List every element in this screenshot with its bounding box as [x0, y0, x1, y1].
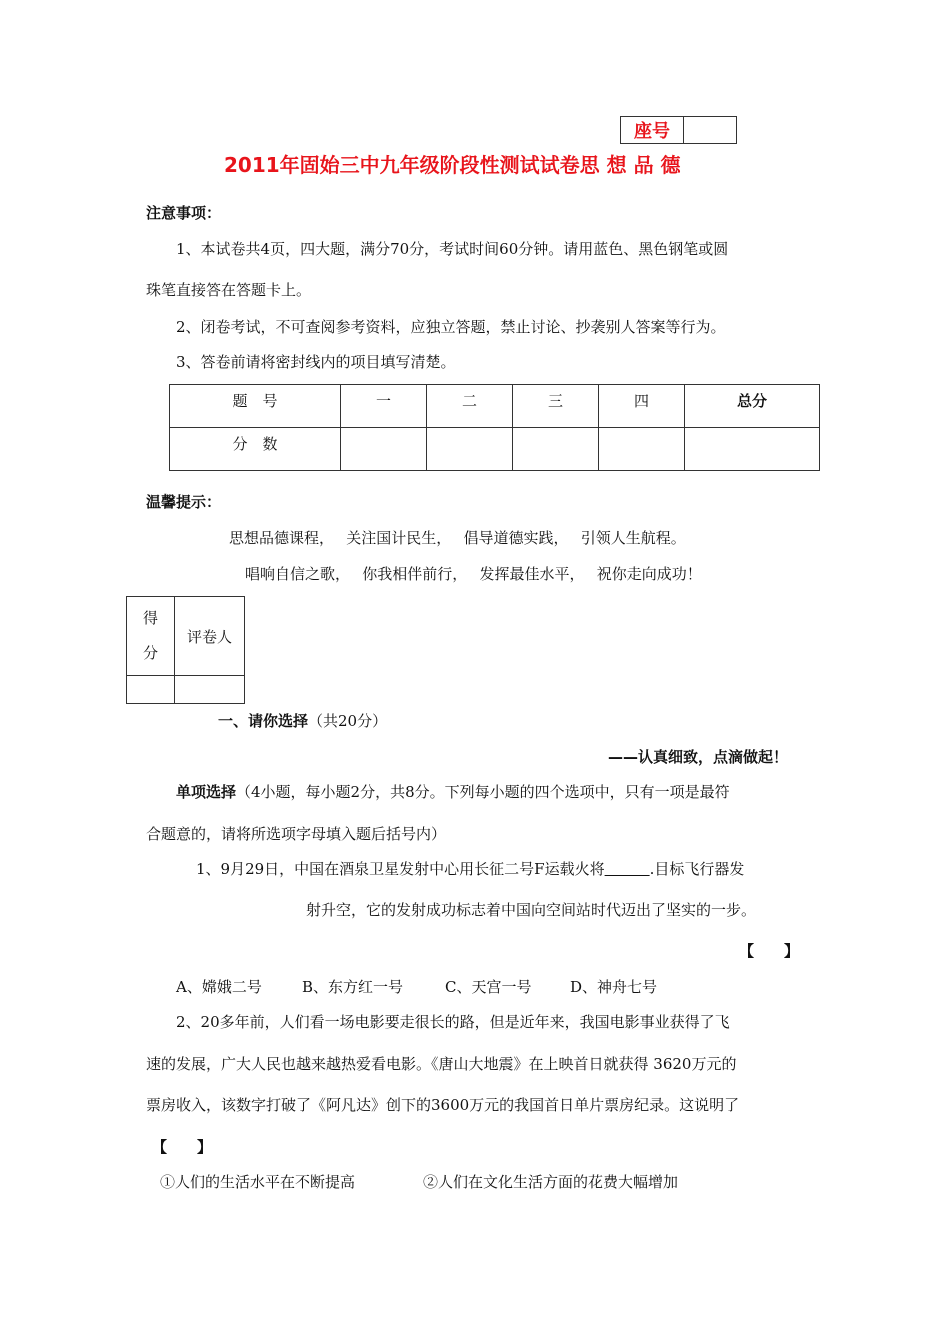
seat-label: 座号	[621, 117, 684, 144]
score-table	[169, 384, 820, 471]
page-title: 2011年固始三中九年级阶段性测试试卷思 想 品 德	[224, 153, 681, 177]
seat-value-field[interactable]	[684, 117, 737, 144]
score-label-cell	[127, 597, 175, 676]
tips-line-2: 唱响自信之歌， 你我相伴前行， 发挥最佳水平， 祝你走向成功！	[245, 565, 702, 583]
score-cell[interactable]	[341, 428, 427, 471]
score-cell[interactable]	[427, 428, 513, 471]
score-cell[interactable]	[599, 428, 685, 471]
score-entry-cell[interactable]	[127, 676, 175, 704]
score-cell[interactable]	[685, 428, 820, 471]
q1-option-d: D、神舟七号	[570, 978, 658, 996]
seat-number-box	[620, 116, 737, 144]
question-2-text-cont-1: 速的发展，广大人民也越来越热爱看电影。《唐山大地震》在上映首日就获得 3620万元的	[146, 1055, 737, 1073]
q1-answer-bracket[interactable]: 【 】	[739, 942, 800, 960]
q1-text-post: .目标飞行器发	[649, 860, 745, 878]
question-2-text-cont-2: 票房收入，该数字打破了《阿凡达》创下的3600万元的我国首日单片票房纪录。这说明了	[146, 1096, 740, 1114]
notice-heading: 注意事项：	[146, 204, 222, 222]
header-cell: 题 号	[170, 385, 341, 428]
grader-entry-cell[interactable]	[175, 676, 245, 704]
q1-answer-blank[interactable]	[605, 860, 650, 878]
q2-choice-1: ①人们的生活水平在不断提高	[160, 1173, 356, 1191]
instructions-rest: （4小题，每小题2分，共8分。下列每小题的四个选项中，只有一项是最符	[236, 783, 730, 801]
section-1-title	[218, 710, 387, 731]
question-1-text	[196, 858, 744, 879]
section-1-points: （共20分）	[308, 712, 388, 730]
section-1-instructions-cont: 合题意的，请将所选项字母填入题后括号内）	[146, 825, 447, 843]
question-2-text: 2、20多年前，人们看一场电影要走很长的路，但是近年来，我国电影事业获得了飞	[176, 1013, 730, 1031]
section-1-instructions	[176, 781, 730, 802]
notice-item-1-cont: 珠笔直接答在答题卡上。	[146, 281, 312, 299]
tips-line-1: 思想品德课程， 关注国计民生， 倡导道德实践， 引领人生航程。	[229, 529, 686, 547]
q2-choice-2: ②人们在文化生活方面的花费大幅增加	[423, 1173, 679, 1191]
section-1-title-text: 一、请你选择	[218, 712, 309, 730]
grader-label-cell: 评卷人	[175, 597, 245, 676]
row-label-cell: 分 数	[170, 428, 341, 471]
score-table-header-row	[170, 385, 820, 428]
header-cell: 一	[341, 385, 427, 428]
q1-option-b: B、东方红一号	[302, 978, 404, 996]
q1-option-c: C、天宫一号	[445, 978, 532, 996]
score-label-bottom: 分	[142, 644, 158, 662]
notice-item-2: 2、闭卷考试，不可查阅参考资料，应独立答题，禁止讨论、抄袭别人答案等行为。	[176, 318, 726, 336]
section-1-motto: ——认真细致，点滴做起！	[608, 748, 789, 766]
question-1-text-cont: 射升空，它的发射成功标志着中国向空间站时代迈出了坚实的一步。	[306, 901, 757, 919]
header-cell: 四	[599, 385, 685, 428]
q2-answer-bracket[interactable]: 【 】	[152, 1138, 213, 1156]
header-cell: 总分	[685, 385, 820, 428]
tips-heading: 温馨提示：	[146, 493, 222, 511]
notice-item-1: 1、本试卷共4页，四大题，满分70分，考试时间60分钟。请用蓝色、黑色钢笔或圆	[176, 240, 729, 258]
score-table-value-row	[170, 428, 820, 471]
score-label-top: 得	[142, 609, 158, 627]
q1-text-pre: 1、9月29日，中国在酒泉卫星发射中心用长征二号F运载火将	[196, 860, 605, 878]
grader-table	[126, 596, 245, 704]
header-cell: 三	[513, 385, 599, 428]
instructions-bold: 单项选择	[176, 783, 237, 801]
notice-item-3: 3、答卷前请将密封线内的项目填写清楚。	[176, 353, 456, 371]
q1-option-a: A、嫦娥二号	[176, 978, 262, 996]
header-cell: 二	[427, 385, 513, 428]
score-cell[interactable]	[513, 428, 599, 471]
